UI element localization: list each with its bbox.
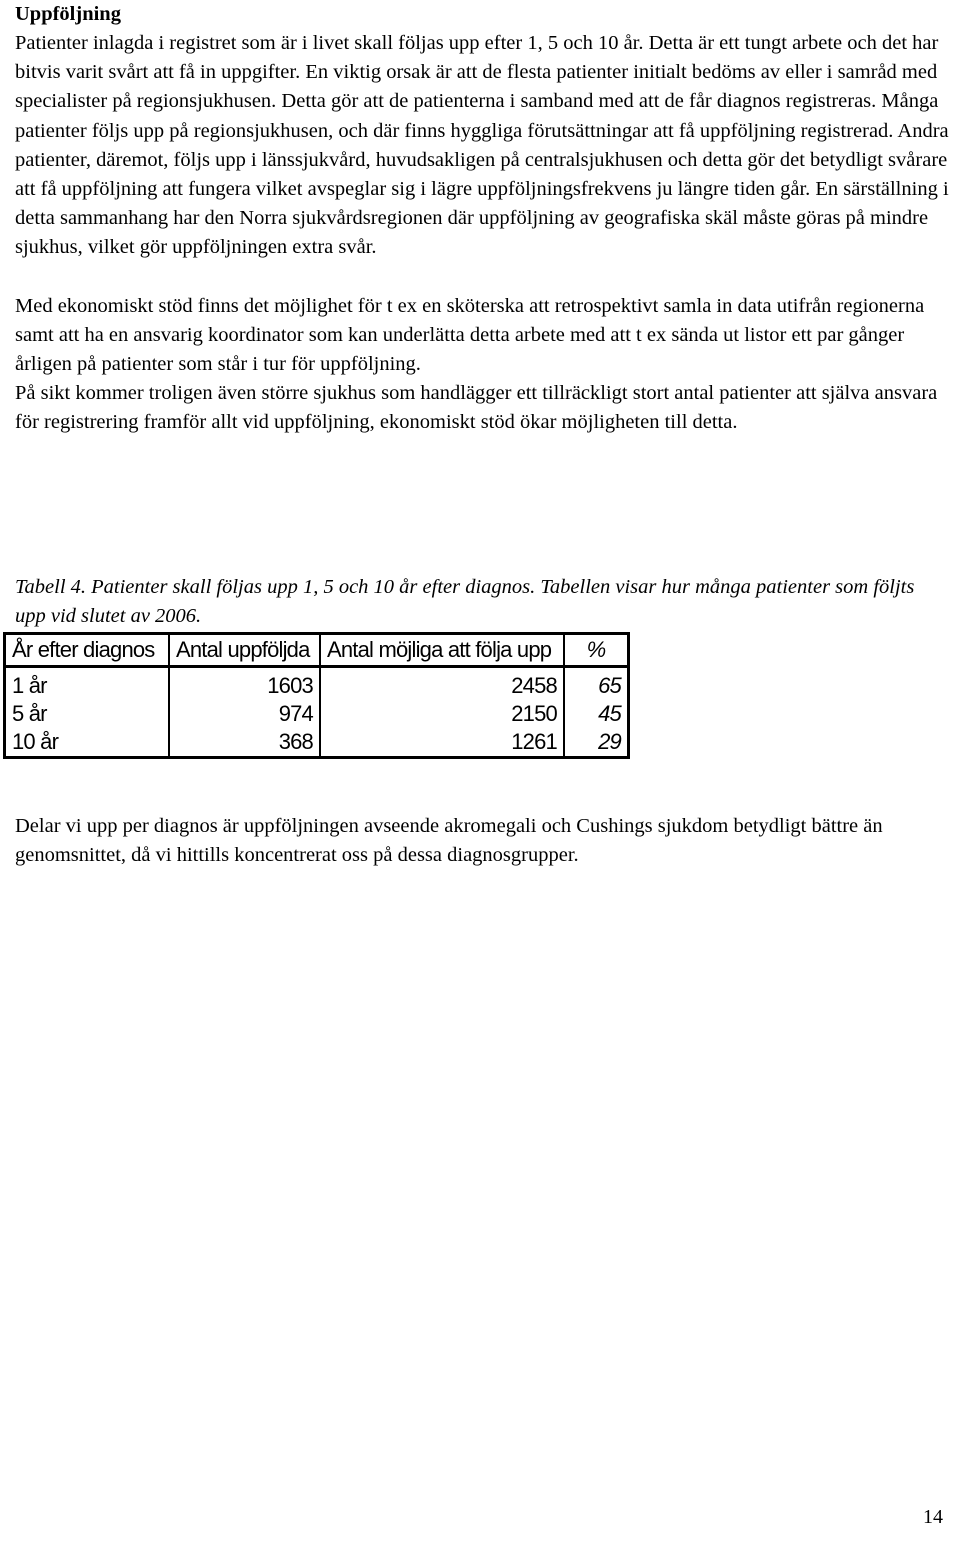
header-followed: Antal uppföljda bbox=[169, 634, 320, 667]
cell-followed: 1603 bbox=[169, 672, 320, 700]
cell-followed: 368 bbox=[169, 728, 320, 758]
header-possible: Antal möjliga att följa upp bbox=[320, 634, 564, 667]
cell-followed: 974 bbox=[169, 700, 320, 728]
paragraph-spacer bbox=[15, 263, 950, 292]
paragraph-followup: Patienter inlagda i registret som är i livet skall följas upp efter 1, 5 och 10 år. Detta är ett tungt arbete och det har bitvis varit svårt att få in uppgifter. En viktig orsak är att de flesta patienter initialt bedöms av eller i samråd med specialister på regionsjukhusen. Detta gör att de patienterna i samband med att de får diagnos registreras. Många patienter följs upp på regionsjukhusen, och där finns hyggliga förutsättningar att få uppföljning registrerad. Andra patienter, däremot, följs upp i länssjukvård, huvudsakligen på centralsjukhusen och detta gör det betydligt svårare att få uppföljning att fungera vilket avspeglar sig i lägre uppföljningsfrekvens ju längre tiden går. En särställning i detta sammanhang har den Norra sjukvårdsregionen där uppföljning av geografiska skäl måste göras på mindre sjukhus, vilket gör uppföljningen extra svår. bbox=[15, 32, 949, 259]
cell-possible: 1261 bbox=[320, 728, 564, 758]
cell-percent: 65 bbox=[564, 672, 629, 700]
table-caption: Tabell 4. Patienter skall följas upp 1, 5 och 10 år efter diagnos. Tabellen visar hur många patienter som följts upp vid slutet av 2006. bbox=[15, 576, 915, 627]
paragraph-funding: Med ekonomiskt stöd finns det möjlighet för t ex en sköterska att retrospektivt samla in data utifrån regionerna samt att ha en ansvarig koordinator som kan underlätta detta arbete med att t ex sända ut listor ett par gånger årligen på patienter som står i tur för uppföljning. bbox=[15, 294, 925, 376]
header-percent: % bbox=[564, 634, 629, 667]
cell-years: 1 år bbox=[5, 672, 170, 700]
cell-possible: 2458 bbox=[320, 672, 564, 700]
section-heading: Uppföljning bbox=[15, 3, 121, 25]
table-header-row bbox=[5, 634, 629, 667]
paragraph-diagnosis-breakdown: Delar vi upp per diagnos är uppföljningen avseende akromegali och Cushings sjukdom betydligt bättre än genomsnittet, då vi hittills koncentrerat oss på dessa diagnosgrupper. bbox=[15, 815, 883, 867]
document-page bbox=[15, 0, 950, 438]
cell-percent: 45 bbox=[564, 700, 629, 728]
followup-table bbox=[3, 632, 630, 759]
cell-years: 5 år bbox=[5, 700, 170, 728]
header-years: År efter diagnos bbox=[5, 634, 170, 667]
cell-possible: 2150 bbox=[320, 700, 564, 728]
table-row bbox=[5, 728, 629, 758]
paragraph-future: På sikt kommer troligen även större sjukhus som handlägger ett tillräckligt stort antal patienter att själva ansvara för registrering framför allt vid uppföljning, ekonomiskt stöd ökar möjligheten till detta. bbox=[15, 382, 938, 434]
table-row bbox=[5, 700, 629, 728]
table-row bbox=[5, 672, 629, 700]
page-number: 14 bbox=[923, 1506, 943, 1528]
cell-years: 10 år bbox=[5, 728, 170, 758]
cell-percent: 29 bbox=[564, 728, 629, 758]
